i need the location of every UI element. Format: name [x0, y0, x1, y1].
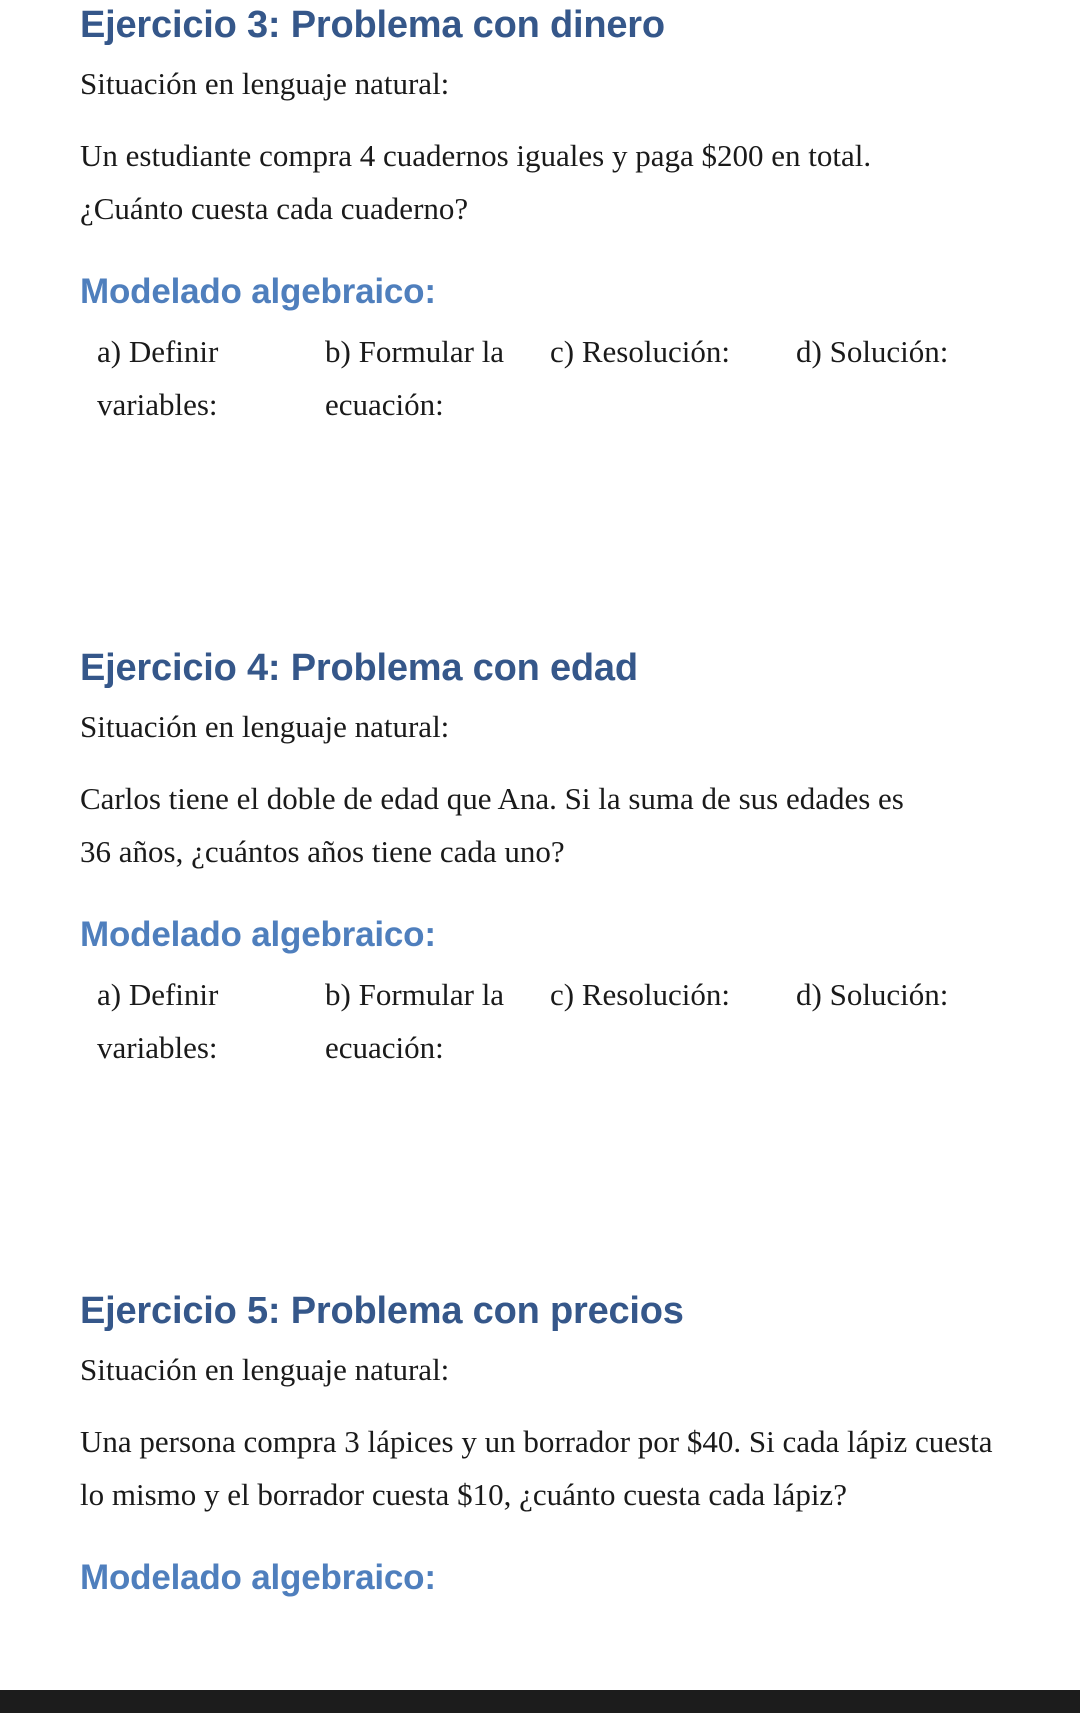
situation-label: Situación en lenguaje natural: [80, 1352, 450, 1387]
exercise-4 [80, 643, 1020, 1078]
exercise-3 [80, 0, 1020, 435]
problem-statement: Una persona compra 3 lápices y un borrador por $40. Si cada lápiz cuesta lo mismo y el borrador cuesta $10, ¿cuánto cuesta cada lápiz? [80, 1424, 993, 1512]
exercise-title: Ejercicio 4: Problema con edad [80, 647, 638, 689]
step-resolution: c) Resolución: [550, 977, 730, 1012]
model-title: Modelado algebraico: [80, 1558, 436, 1597]
problem-statement: Carlos tiene el doble de edad que Ana. Si la suma de sus edades es 36 años, ¿cuántos años tiene cada uno? [80, 781, 904, 869]
step-define-variables: a) Definir variables: [97, 334, 219, 422]
step-formulate-equation: b) Formular la ecuación: [325, 334, 505, 422]
exercise-title: Ejercicio 5: Problema con precios [80, 1290, 684, 1332]
step-resolution: c) Resolución: [550, 334, 730, 369]
situation-label: Situación en lenguaje natural: [80, 66, 450, 101]
bottom-bar [0, 1690, 1080, 1713]
step-solution: d) Solución: [796, 977, 949, 1012]
exercise-title: Ejercicio 3: Problema con dinero [80, 4, 665, 46]
model-title: Modelado algebraico: [80, 915, 436, 954]
model-steps [80, 325, 1020, 435]
exercise-5 [80, 1286, 1020, 1601]
situation-label: Situación en lenguaje natural: [80, 709, 450, 744]
problem-statement: Un estudiante compra 4 cuadernos iguales y paga $200 en total. ¿Cuánto cuesta cada cuaderno? [80, 138, 872, 226]
step-define-variables: a) Definir variables: [97, 977, 219, 1065]
model-title: Modelado algebraico: [80, 272, 436, 311]
step-solution: d) Solución: [796, 334, 949, 369]
step-formulate-equation: b) Formular la ecuación: [325, 977, 505, 1065]
model-steps [80, 968, 1020, 1078]
